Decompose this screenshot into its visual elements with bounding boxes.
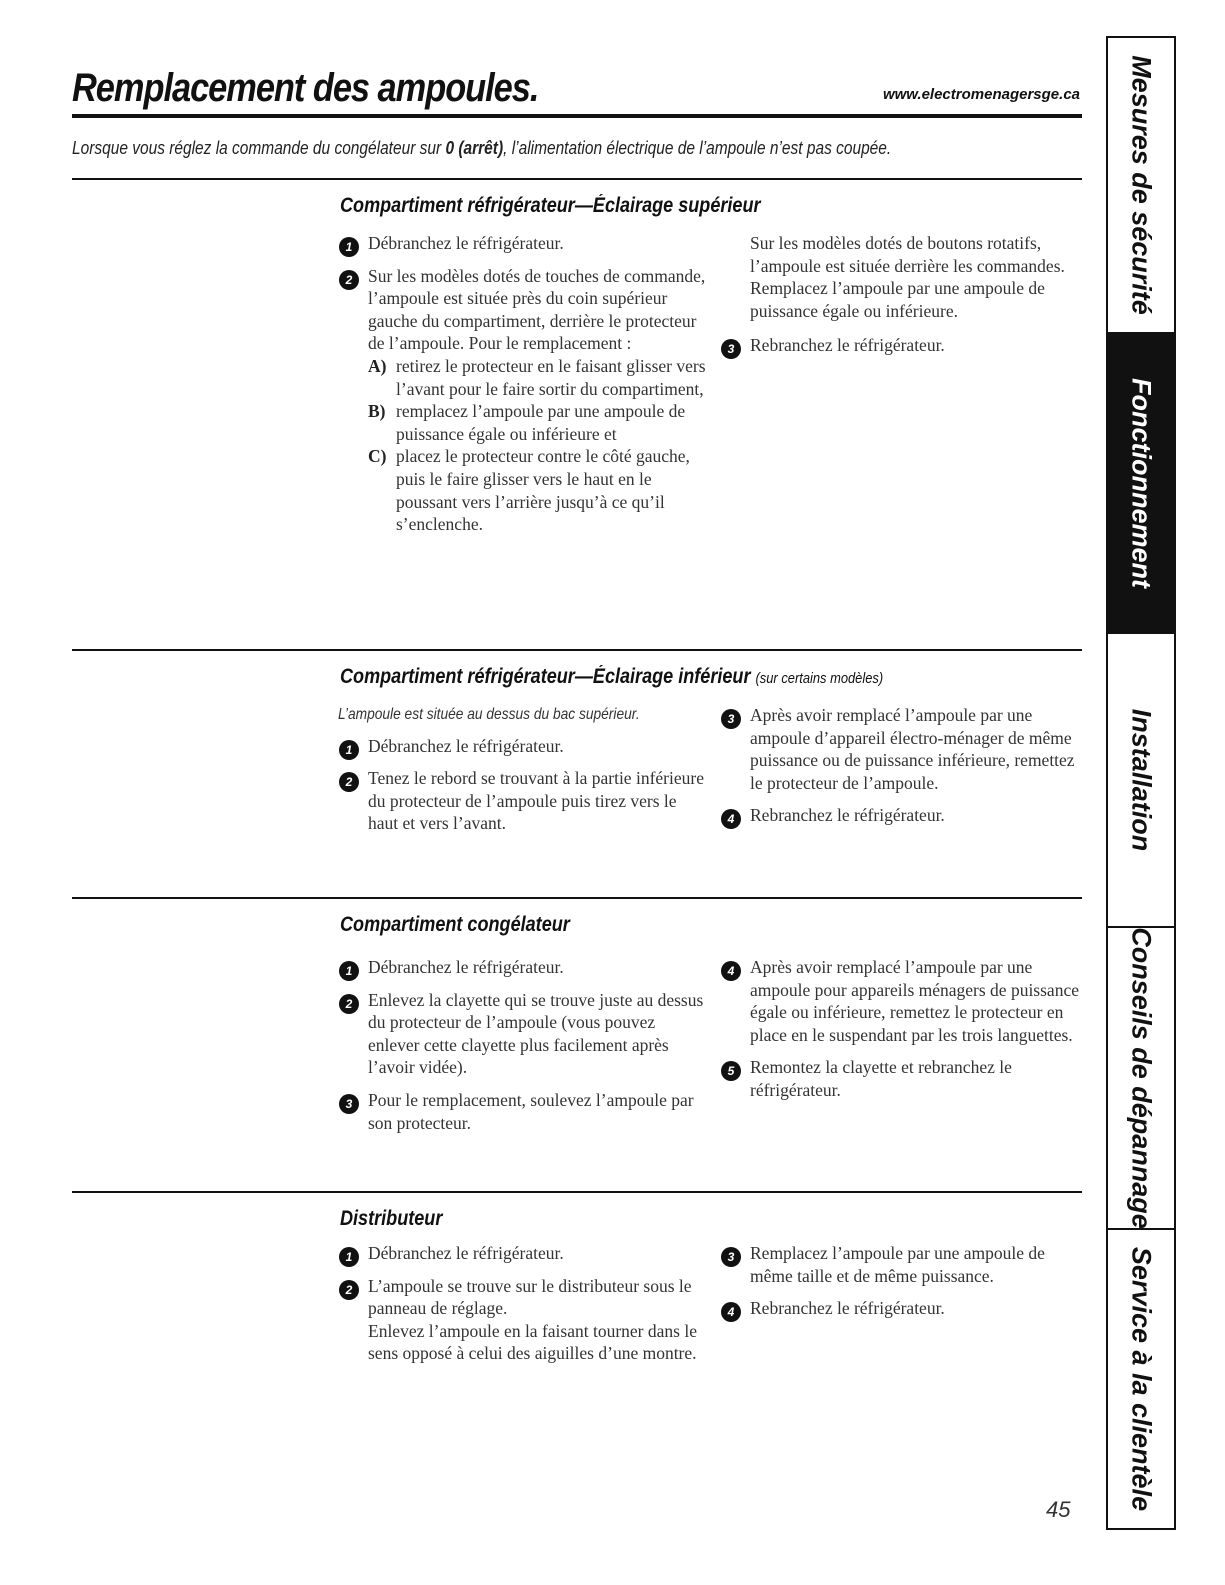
location-note: L’ampoule est située au dessus du bac supérieur. — [338, 706, 640, 723]
tab-label: Service à la clientèle — [1126, 1246, 1157, 1512]
tab-fonctionnement[interactable] — [1108, 334, 1174, 634]
step-text: Débranchez le réfrigérateur. — [368, 1243, 564, 1263]
intro-text-start: Lorsque vous réglez la commande du congélateur sur — [72, 138, 446, 158]
tab-label: Installation — [1126, 708, 1157, 852]
step-number-icon: 1 — [339, 740, 359, 760]
step-number-icon: 3 — [721, 709, 741, 729]
upper-light-right-column — [720, 232, 1080, 367]
step-item — [338, 265, 710, 536]
step-item — [720, 1242, 1080, 1287]
section-title-lower-light — [340, 665, 883, 689]
step-number-icon: 3 — [721, 1247, 741, 1267]
freezer-right-column — [720, 956, 1080, 1112]
tab-mesures-de-securite[interactable] — [1108, 38, 1174, 334]
step-text: Pour le remplacement, soulevez l’ampoule par son protecteur. — [368, 1089, 694, 1133]
lower-light-right-column — [720, 704, 1080, 837]
step-number-icon: 4 — [721, 1302, 741, 1322]
step-number-icon: 1 — [339, 1247, 359, 1267]
step-item — [338, 956, 710, 979]
tab-installation[interactable] — [1108, 634, 1174, 928]
step-item — [338, 735, 710, 758]
step-text: Rebranchez le réfrigérateur. — [750, 805, 945, 826]
step-number-icon: 1 — [339, 237, 359, 257]
step-item — [720, 1056, 1080, 1101]
page-number: 45 — [1046, 1497, 1071, 1522]
section-divider — [72, 178, 1082, 180]
substep-label: A) — [368, 355, 387, 376]
step-number-icon: 3 — [721, 339, 741, 359]
step-text: Remplacez l’ampoule par une ampoule de même taille et de même puissance. — [750, 1243, 1045, 1286]
rotary-note: Sur les modèles dotés de boutons rotatifs, l’ampoule est située derrière les commandes. Remplacez l’ampoule par une ampoule de puissance égale ou inférieure. — [750, 233, 1065, 321]
substep — [368, 355, 710, 400]
step-text: Enlevez la clayette qui se trouve juste au dessus du protecteur de l’ampoule (vous pouvez enlever cette clayette plus facilement après l’avoir vidée). — [368, 989, 704, 1078]
step-text: Rebranchez le réfrigérateur. — [750, 335, 945, 356]
step-number-icon: 4 — [721, 809, 741, 829]
freezer-left-column — [338, 956, 710, 1144]
step-text: Tenez le rebord se trouvant à la partie inférieure du protecteur de l’ampoule puis tirez vers le haut et vers l’avant. — [368, 768, 704, 834]
step-text-continued: Enlevez l’ampoule en la faisant tourner dans le sens opposé à celui des aiguilles d’une montre. — [368, 1320, 697, 1364]
step-item — [338, 1275, 710, 1365]
intro-text-bold: 0 (arrêt) — [445, 138, 504, 158]
tab-label: Mesures de sécurité — [1126, 55, 1157, 315]
step-item — [338, 232, 710, 255]
step-item — [338, 767, 710, 835]
substep-text: remplacez l’ampoule par une ampoule de puissance égale ou inférieure et — [396, 401, 686, 444]
step-item — [720, 1297, 1080, 1320]
step-text: Débranchez le réfrigérateur. — [368, 957, 564, 977]
step-text: L’ampoule se trouve sur le distributeur sous le panneau de réglage. — [368, 1275, 692, 1319]
title-rule — [72, 114, 1082, 118]
section-title-freezer: Compartiment congélateur — [340, 913, 570, 936]
step-number-icon: 2 — [339, 270, 359, 290]
step-item — [720, 804, 1080, 827]
dispenser-right-column — [720, 1242, 1080, 1330]
intro-text-end: , l’alimentation électrique de l’ampoule n’est pas coupée. — [503, 138, 892, 158]
website-link[interactable]: www.electromenagersge.ca — [882, 86, 1080, 103]
step-item — [720, 704, 1080, 794]
intro-note — [72, 138, 1070, 159]
section-divider — [72, 649, 1082, 651]
section-title-note: (sur certains modèles) — [755, 670, 884, 687]
substep-label: C) — [368, 446, 387, 467]
step-text: Après avoir remplacé l’ampoule par une ampoule d’appareil électro-ménager de même puissance ou de puissance inférieure, remettez le protecteur de l’ampoule. — [750, 705, 1075, 793]
tab-label: Conseils de dépannage — [1126, 927, 1157, 1229]
tab-service-a-la-clientele[interactable] — [1108, 1230, 1174, 1528]
section-title-text: Compartiment réfrigérateur—Éclairage inférieur — [340, 665, 751, 688]
step-number-icon: 5 — [721, 1061, 741, 1081]
step-text: Après avoir remplacé l’ampoule par une ampoule pour appareils ménagers de puissance égale ou inférieure, remettez le protecteur en place en le suspendant par les trois languettes. — [750, 957, 1079, 1045]
step-text: Débranchez le réfrigérateur. — [368, 735, 564, 756]
step-item — [338, 1089, 710, 1134]
step-text: Sur les modèles dotés de touches de commande, l’ampoule est située près du coin supérieur gauche du compartiment, derrière le protecteur de l’ampoule. Pour le remplacement : — [368, 265, 706, 354]
substep — [368, 445, 710, 535]
step-item — [338, 989, 710, 1079]
step-number-icon: 2 — [339, 772, 359, 792]
step-text: Remontez la clayette et rebranchez le réfrigérateur. — [750, 1057, 1012, 1100]
step-item — [720, 334, 1080, 357]
section-title-upper-light: Compartiment réfrigérateur—Éclairage supérieur — [340, 194, 761, 217]
step-text: Rebranchez le réfrigérateur. — [750, 1298, 945, 1319]
section-divider — [72, 897, 1082, 899]
substep-label: B) — [368, 401, 386, 422]
step-number-icon: 3 — [339, 1094, 359, 1114]
upper-light-left-column — [338, 232, 710, 536]
substep-text: retirez le protecteur en le faisant glisser vers l’avant pour le faire sortir du compartiment, — [396, 355, 706, 399]
substep-text: placez le protecteur contre le côté gauche, puis le faire glisser vers le haut en le poussant vers l’arrière jusqu’à ce qu’il s’enclenche. — [396, 446, 690, 535]
tab-label: Fonctionnement — [1126, 378, 1157, 588]
sidebar-nav — [1106, 36, 1176, 1530]
step-number-icon: 4 — [721, 961, 741, 981]
step-number-icon: 2 — [339, 1280, 359, 1300]
section-divider — [72, 1191, 1082, 1193]
section-title-dispenser: Distributeur — [340, 1207, 443, 1230]
page-title: Remplacement des ampoules. — [72, 66, 539, 110]
step-item — [720, 956, 1080, 1046]
step-number-icon: 2 — [339, 994, 359, 1014]
tab-conseils-de-depannage[interactable] — [1108, 928, 1174, 1230]
dispenser-left-column — [338, 1242, 710, 1375]
step-number-icon: 1 — [339, 961, 359, 981]
step-text: Débranchez le réfrigérateur. — [368, 233, 564, 253]
substep — [368, 400, 710, 445]
lower-light-left-column — [338, 704, 710, 845]
step-item — [338, 1242, 710, 1265]
